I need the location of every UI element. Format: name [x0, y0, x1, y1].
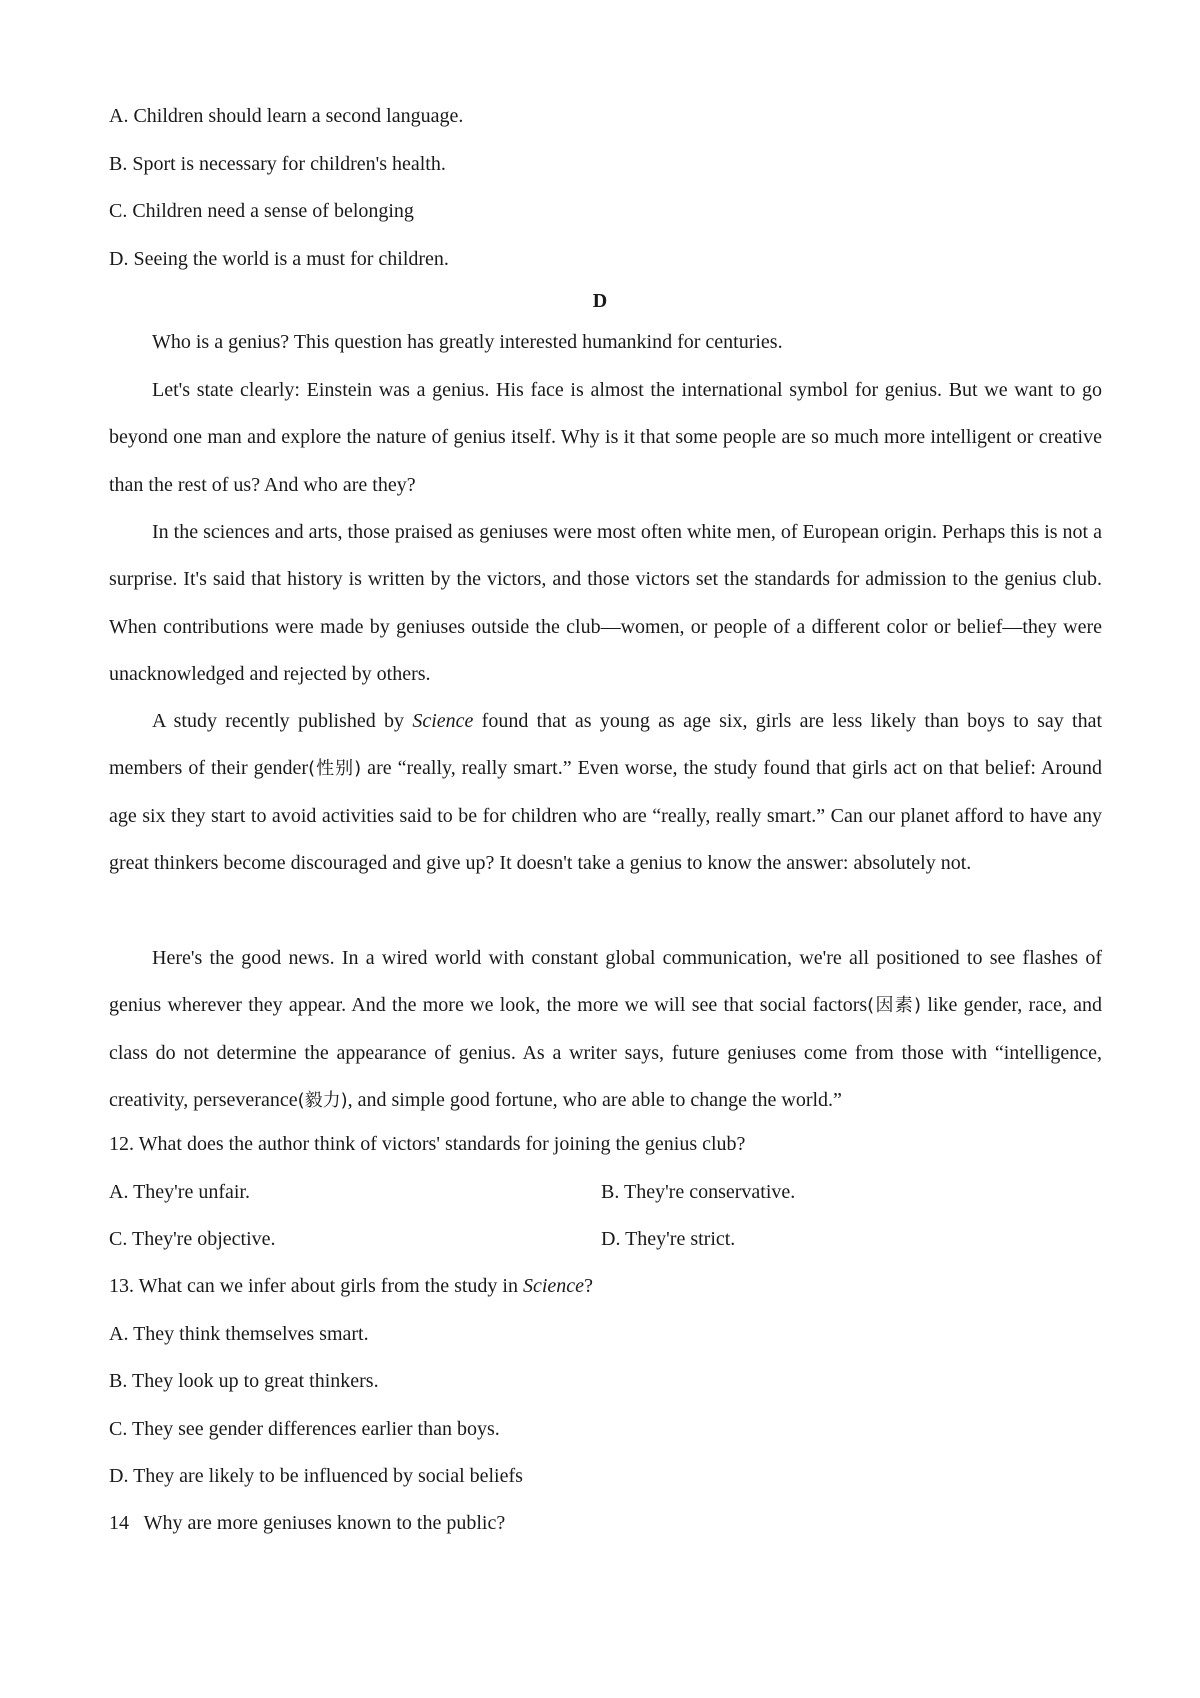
p5-gloss-factors: (因素) — [867, 995, 922, 1017]
question-12-option-d: D. They're strict. — [601, 1228, 736, 1250]
p4-italic-science: Science — [412, 710, 474, 732]
p5-text-1: Here's the good news. In a wired world with constant global communication, we're all positioned to see flashes of genius wherever they appear. And the more we look, the more we will see that social factors — [109, 947, 1102, 1017]
question-13-stem-end: ? — [584, 1275, 593, 1297]
option-a-prev: A. Children should learn a second language. — [109, 105, 464, 127]
question-12-option-b: B. They're conservative. — [601, 1181, 796, 1203]
p5-text-2: like gender, race, and class do not determine the appearance of genius. As a writer says, future geniuses come from those with “intelligence, creativity, perseverance — [109, 994, 1103, 1112]
option-c-prev: C. Children need a sense of belonging — [109, 200, 414, 222]
question-13-option-d: D. They are likely to be influenced by social beliefs — [109, 1465, 523, 1487]
question-13-option-c: C. They see gender differences earlier than boys. — [109, 1418, 500, 1440]
passage-paragraph-4 — [109, 698, 1102, 888]
passage-paragraph-1: Who is a genius? This question has greatly interested humankind for centuries. — [152, 331, 783, 353]
p4-text-1: A study recently published by — [152, 710, 413, 732]
question-12-option-a: A. They're unfair. — [109, 1181, 250, 1203]
option-b-prev: B. Sport is necessary for children's health. — [109, 153, 446, 175]
question-13-option-a: A. They think themselves smart. — [109, 1323, 369, 1345]
section-heading: D — [592, 290, 608, 312]
question-13-option-b: B. They look up to great thinkers. — [109, 1370, 379, 1392]
question-13-stem — [109, 1273, 593, 1299]
p5-gloss-perseverance: (毅力) — [297, 1090, 348, 1112]
p5-text-3: , and simple good fortune, who are able to change the world.” — [347, 1089, 842, 1112]
question-14-stem: 14 Why are more geniuses known to the public? — [109, 1512, 506, 1534]
p4-text-2: found that as young as age six, girls are less likely than boys to say that members of their gender — [109, 710, 1103, 780]
p4-gloss-gender: (性别) — [308, 758, 362, 780]
passage-paragraph-3: In the sciences and arts, those praised as geniuses were most often white men, of European origin. Perhaps this is not a surprise. It's said that history is written by the victors, and those victors set the standards for admission to the genius club. When contributions were made by geniuses outside the club—women, or people of a different color or belief—they were unacknowledged and rejected by others. — [109, 521, 1102, 686]
passage-paragraph-2: Let's state clearly: Einstein was a genius. His face is almost the international symbol for genius. But we want to go beyond one man and explore the nature of genius itself. Why is it that some people are so much more intelligent or creative than the rest of us? And who are they? — [109, 379, 1102, 496]
question-12-stem: 12. What does the author think of victors' standards for joining the genius club? — [109, 1133, 746, 1155]
question-13-stem-text: 13. What can we infer about girls from the study in — [109, 1275, 523, 1297]
option-d-prev: D. Seeing the world is a must for children. — [109, 248, 449, 270]
passage-paragraph-5 — [109, 935, 1102, 1125]
question-13-stem-italic: Science — [522, 1275, 585, 1297]
question-12-option-c: C. They're objective. — [109, 1228, 276, 1250]
p4-text-3: are “really, really smart.” Even worse, the study found that girls act on that belief: Around age six they start to avoid activities said to be for children who are “really, really smart.” Can our planet afford to have any great thinkers become discouraged and give up? It doesn't take a genius to know the answer: absolutely not. — [109, 757, 1102, 875]
